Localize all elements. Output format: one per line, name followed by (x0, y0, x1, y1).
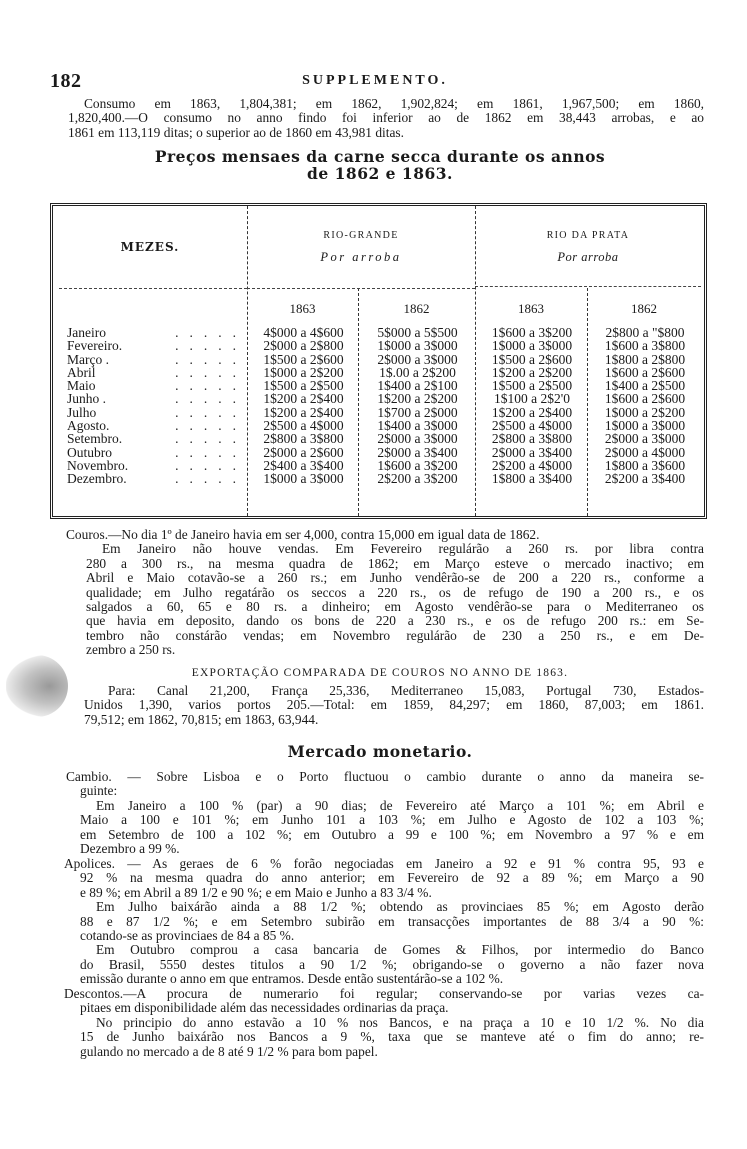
header-unit: Por arroba (320, 250, 402, 264)
text-line: No principio do anno estavão a 10 % nos Bancos, e na praça a 10 e 10 1/2 %. No dia (96, 1014, 704, 1030)
price-cell: 1$000 a 2$200 (263, 364, 344, 380)
mercado-title: Mercado monetario. (287, 742, 473, 761)
exportacao-title: EXPORTAÇÃO COMPARADA DE COUROS NO ANNO DE 1863. (191, 667, 569, 679)
price-cell: 1$800 a 2$800 (604, 351, 686, 367)
price-cell: 1$600 a 3$800 (604, 338, 686, 354)
row-divider (247, 288, 475, 289)
rio-grande-1862-column (360, 326, 475, 486)
price-cell: 2$000 a 2$600 (263, 444, 344, 460)
text-line: Em Janeiro não houve vendas. Em Fevereiro regulárão a 260 rs. por libra contra (102, 541, 704, 557)
month-name: Outubro (67, 444, 112, 460)
price-cell: 2$200 a 3$400 (604, 471, 686, 487)
price-cell: 1$600 a 2$600 (604, 364, 686, 380)
price-cell: 1$600 a 2$600 (604, 391, 686, 407)
month-label (67, 419, 247, 432)
price-cell: 1$000 a 2$200 (604, 404, 686, 420)
price-cell: 2$400 a 3$400 (263, 457, 344, 473)
apolices-paragraph (64, 856, 704, 987)
header-unit: Por arroba (557, 250, 619, 264)
table-title-line: Preços mensaes da carne secca durante os annos (154, 147, 606, 166)
text-line: Para: Canal 21,200, França 25,336, Mediterraneo 15,083, Portugal 730, Estados- (108, 683, 704, 698)
text-line: que havia em deposito, dando os bons de 220 a 230 rs., e os de refugo 200 rs.: em Se- (86, 613, 704, 629)
price-cell: 1$500 a 2$600 (263, 351, 344, 367)
month-label (67, 339, 247, 352)
price-cell: 2$500 a 4$000 (263, 418, 344, 434)
header-year: 1862 (403, 301, 430, 316)
header-year: 1863 (518, 301, 544, 316)
price-cell: 1$400 a 3$000 (377, 418, 458, 434)
text-line: Em Outubro comprou a casa bancaria de Gomes & Filhos, por intermedio do Banco (96, 942, 704, 958)
leader-dots: ..... (175, 338, 247, 354)
month-name: Setembro. (67, 431, 123, 447)
price-cell: 1$800 a 3$600 (604, 457, 686, 473)
descontos-paragraph (64, 986, 704, 1059)
running-title: SUPPLEMENTO. (302, 73, 448, 88)
price-cell: 2$000 a 3$000 (377, 431, 458, 447)
text-line: 15 de Junho baixárão nos Bancos a 9 %, taxa que se manteve até o fim do anno; re- (80, 1029, 704, 1045)
column-divider (587, 288, 588, 516)
header-region-rio-da-prata: RIO DA PRATA (546, 230, 630, 241)
price-cell: 1$200 a 2$400 (263, 391, 344, 407)
table-title (60, 148, 700, 182)
text-line: pitaes em disponibilidade além das necessidades ordinarias da praça. (80, 1000, 449, 1016)
price-cell: 1$100 a 2$2'0 (494, 391, 570, 407)
month-label (67, 472, 247, 485)
text-line: Consumo em 1863, 1,804,381; em 1862, 1,902,824; em 1861, 1,967,500; em 1860, (84, 96, 704, 111)
month-name: Abril (67, 364, 96, 380)
price-cell: 1$200 a 2$400 (491, 404, 573, 420)
column-divider (358, 288, 359, 516)
rio-da-prata-1863-column (477, 326, 587, 486)
text-line: qualidade; em Julho regatárão os seccos a 220 rs., os de refugo de 190 a 200 rs., e os (86, 584, 704, 600)
month-name: Janeiro (67, 325, 106, 340)
text-line: e 89 %; em Abril a 89 1/2 e 90 %; e em Maio e Junho a 83 3/4 %. (80, 884, 432, 900)
text-line: tembro não constárão vendas; em Novembro regulárão de 230 a 250 rs., e em De- (86, 627, 704, 643)
text-line: emissão durante o anno em que entramos. Desde então sustentárão-se a 102 %. (80, 971, 504, 987)
month-name: Maio (67, 378, 96, 394)
leader-dots: ..... (175, 457, 247, 473)
table-title-line: de 1862 e 1863. (307, 164, 453, 183)
price-cell: 1$500 a 2$600 (491, 351, 573, 367)
exportacao-paragraph (84, 683, 704, 727)
price-cell: 2$000 a 3$400 (377, 444, 458, 460)
page-header (50, 70, 700, 92)
leader-dots: ..... (175, 471, 247, 487)
price-cell: 1$600 a 3$200 (491, 325, 573, 340)
leader-dots: ..... (175, 364, 247, 380)
leader-dots: ..... (175, 325, 247, 340)
header-year: 1863 (289, 301, 316, 316)
header-mezes: MEZES. (120, 240, 180, 254)
price-cell: 2$000 a 3$000 (377, 351, 458, 367)
price-cell: 2$000 a 2$800 (263, 338, 344, 354)
price-cell: 1$400 a 2$500 (604, 378, 686, 394)
price-cell: 2$200 a 3$200 (377, 471, 458, 487)
price-cell: 1$500 a 2$500 (263, 378, 344, 394)
text-line: Maio a 100 e 101 %; em Junho 101 a 103 %; em Julho e Agosto de 102 a 103 %; (80, 812, 704, 828)
price-cell: 1$000 a 3$000 (263, 471, 344, 487)
price-cell: 2$000 a 4$000 (604, 444, 686, 460)
month-label (67, 353, 247, 366)
text-line: gulando no mercado a de 8 até 9 1/2 % para bom papel. (80, 1043, 378, 1059)
month-name: Julho (67, 404, 97, 420)
text-line: guinte: (80, 783, 118, 799)
text-line: Dezembro a 99 %. (80, 841, 180, 857)
text-line: em Setembro de 100 a 102 %; em Outubro a 99 e 100 %; em Novembro a 97 % e em (80, 826, 704, 842)
text-line: 79,512; em 1862, 70,815; em 1863, 63,944. (84, 711, 319, 727)
price-cell: 1$200 a 2$400 (263, 404, 344, 420)
price-cell: 2$000 a 3$000 (604, 431, 686, 447)
price-cell: 2$800 a 3$800 (263, 431, 344, 447)
price-cell: 5$000 a 5$500 (377, 325, 458, 340)
price-cell: 2$200 a 4$000 (491, 457, 573, 473)
price-cell: 1$400 a 2$100 (377, 378, 458, 394)
month-name: Fevereiro. (67, 338, 123, 354)
text-line: do Brasil, 5550 destes titulos a 90 1/2 %; obrigando-se o governo a não fazer nova (80, 956, 704, 972)
month-label (67, 406, 247, 419)
intro-paragraph (68, 97, 704, 140)
leader-dots: ..... (175, 444, 247, 460)
price-cell: 2$500 a 4$000 (491, 418, 573, 434)
price-cell: 1$000 a 3$000 (604, 418, 686, 434)
month-name: Março . (67, 351, 109, 367)
price-cell: 1$800 a 3$400 (491, 471, 573, 487)
month-label (67, 366, 247, 379)
text-line: salgados a 60, 65 e 80 rs. a dinheiro; em Agosto vendêrão-se para o Mediterraneo os (86, 599, 704, 615)
price-cell: 1$200 a 2$200 (491, 364, 573, 380)
row-divider (59, 288, 247, 289)
price-cell: 2$800 a "$800 (605, 325, 685, 340)
leader-dots: ..... (175, 378, 247, 394)
price-cell: 1$200 a 2$200 (377, 391, 458, 407)
month-label (67, 379, 247, 392)
text-line: Descontos.—A procura de numerario foi regular; conservando-se por varias vezes ca- (64, 986, 704, 1001)
month-name: Novembro. (67, 457, 129, 473)
text-line: zembro a 250 rs. (86, 642, 176, 658)
price-cell: 1$600 a 3$200 (377, 457, 458, 473)
price-cell: 1$000 a 3$000 (377, 338, 458, 354)
month-label (67, 459, 247, 472)
price-cell: 2$000 a 3$400 (491, 444, 573, 460)
month-name: Agosto. (67, 418, 110, 434)
text-line: Em Janeiro a 100 % (par) a 90 dias; de Fevereiro até Março a 101 %; em Abril e (96, 797, 704, 813)
leader-dots: ..... (175, 391, 247, 407)
header-year: 1862 (631, 301, 657, 316)
text-line: 1,820,400.—O consumo no anno findo foi inferior ao de 1862 em 38,443 arrobas, e ao (68, 110, 704, 126)
header-region-rio-grande: RIO-GRANDE (323, 230, 399, 241)
price-cell: 1$000 a 3$000 (491, 338, 573, 354)
text-line: Cambio. — Sobre Lisboa e o Porto fluctuou o cambio durante o anno da maneira se- (66, 769, 704, 784)
rio-grande-1863-column (249, 326, 358, 486)
text-line: Abril e Maio cotavão-se a 260 rs.; em Junho vendêrão-se de 200 a 220 rs., conforme a (86, 570, 704, 586)
leader-dots: ..... (175, 431, 247, 447)
couros-paragraph (68, 528, 704, 658)
text-line: Em Julho baixárão ainda a 88 1/2 %; obtendo as provinciaes 85 %; em Agosto derão (96, 899, 704, 915)
text-line: 88 e 87 1/2 %; e em Setembro subirão em transacções importantes de 88 3/4 a 90 %: (80, 913, 704, 929)
leader-dots: ..... (175, 351, 247, 367)
month-label (67, 446, 247, 459)
leader-dots: ..... (175, 404, 247, 420)
month-label (67, 326, 247, 339)
text-line: 280 a 300 rs., na mesma quadra de 1862; em Março esteve o mercado inactivo; em (86, 555, 704, 571)
page-number: 182 (50, 70, 82, 92)
month-name: Dezembro. (67, 471, 127, 487)
text-line: 1861 em 113,119 ditas; o superior ao de 1860 em 43,981 ditas. (68, 124, 404, 140)
text-line: Couros.—No dia 1º de Janeiro havia em ser 4,000, contra 15,000 em igual data de 1862. (66, 527, 540, 542)
month-name: Junho . (67, 391, 107, 407)
text-line: 92 % na mesma quadra do anno anterior; em Fevereiro de 92 a 89 %; em Março a 90 (80, 870, 704, 886)
page-stain (6, 655, 68, 717)
text-line: Unidos 1,390, varios portos 205.—Total: em 1859, 84,297; em 1860, 87,003; em 1861. (84, 697, 704, 713)
month-label (67, 432, 247, 445)
row-divider (475, 286, 701, 287)
price-table (50, 203, 707, 519)
price-cell: 1$.00 a 2$200 (379, 364, 456, 380)
price-cell: 2$800 a 3$800 (491, 431, 573, 447)
price-cell: 4$000 a 4$600 (263, 325, 344, 340)
rio-da-prata-1862-column (589, 326, 701, 486)
month-label (67, 392, 247, 405)
price-cell: 1$700 a 2$000 (377, 404, 458, 420)
leader-dots: ..... (175, 418, 247, 434)
price-cell: 1$500 a 2$500 (491, 378, 573, 394)
cambio-paragraph (68, 770, 704, 856)
text-line: cotando-se as provinciaes de 84 a 85 %. (80, 928, 295, 944)
month-column (67, 326, 247, 486)
text-line: Apolices. — As geraes de 6 % forão negociadas em Janeiro a 92 e 91 % contra 95, 93 e (64, 856, 704, 871)
